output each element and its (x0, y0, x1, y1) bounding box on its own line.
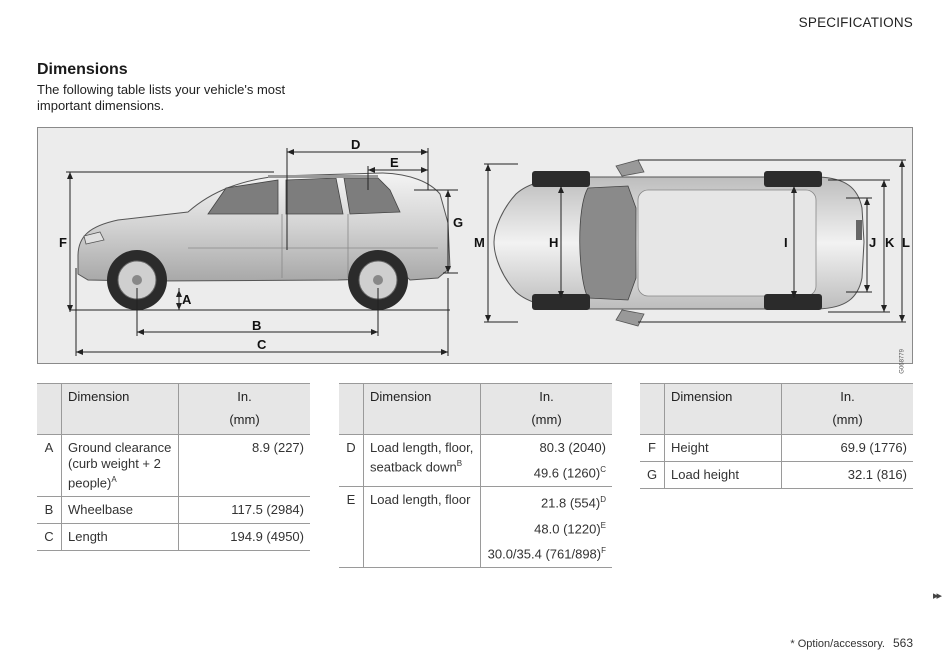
dimensions-figure (37, 127, 913, 374)
table-row: A Ground clearance (curb weight + 2 people)$^A$ 8.9 (227) (37, 435, 310, 497)
label-g: G (453, 215, 464, 230)
section-header: SPECIFICATIONS (798, 15, 913, 30)
unit-header: In. (mm) (179, 384, 311, 435)
label-k: K (885, 235, 895, 250)
figure-code: G068779 (900, 349, 906, 374)
next-page-icon[interactable]: ▸▸ (932, 590, 940, 602)
table-row: C Length 194.9 (4950) (37, 524, 310, 551)
dimensions-table-1 (37, 383, 310, 551)
label-j: J (869, 235, 877, 250)
dimensions-table-3: Dimension In. (mm) F Height 69.9 (1776) G Load height 32.1 (816) (640, 383, 913, 489)
table-row: G Load height 32.1 (816) (640, 462, 913, 489)
letter-header (37, 384, 62, 435)
dimensions-table-2: Dimension In. (mm) D Load length, floor, seatback down$^B$ 80.3 (2040) 49.6 $(1260)^C$ E Load length, floor 21.8 $(554)^D$ 48.0 $(1220)^E$ 30.0/35.4 $(761/898)^F$ (339, 383, 612, 568)
label-d: D (351, 137, 361, 152)
side-view-car (78, 173, 450, 310)
label-l: L (902, 235, 910, 250)
label-m: M (474, 235, 485, 250)
label-i: I (784, 235, 788, 250)
label-c: C (257, 337, 267, 352)
intro-text: The following table lists your vehicle's most important dimensions. (37, 82, 286, 113)
page-footer (790, 636, 913, 650)
label-f: F (59, 235, 67, 250)
label-h: H (549, 235, 559, 250)
label-a: A (182, 292, 192, 307)
footnote: * Option/accessory. (790, 638, 885, 650)
table-row: F Height 69.9 (1776) (640, 435, 913, 462)
dimension-header: Dimension (62, 384, 179, 435)
page-title: Dimensions (37, 61, 128, 78)
page-number: 563 (892, 636, 913, 650)
table-row: D Load length, floor, seatback down$^B$ 80.3 (2040) 49.6 $(1260)^C$ (339, 435, 612, 487)
label-e: E (390, 155, 399, 170)
table-row: E Load length, floor 21.8 $(554)^D$ 48.0 $(1220)^E$ 30.0/35.4 $(761/898)^F$ (339, 487, 612, 568)
label-b: B (252, 318, 262, 333)
table-row: B Wheelbase 117.5 (2984) (37, 497, 310, 524)
